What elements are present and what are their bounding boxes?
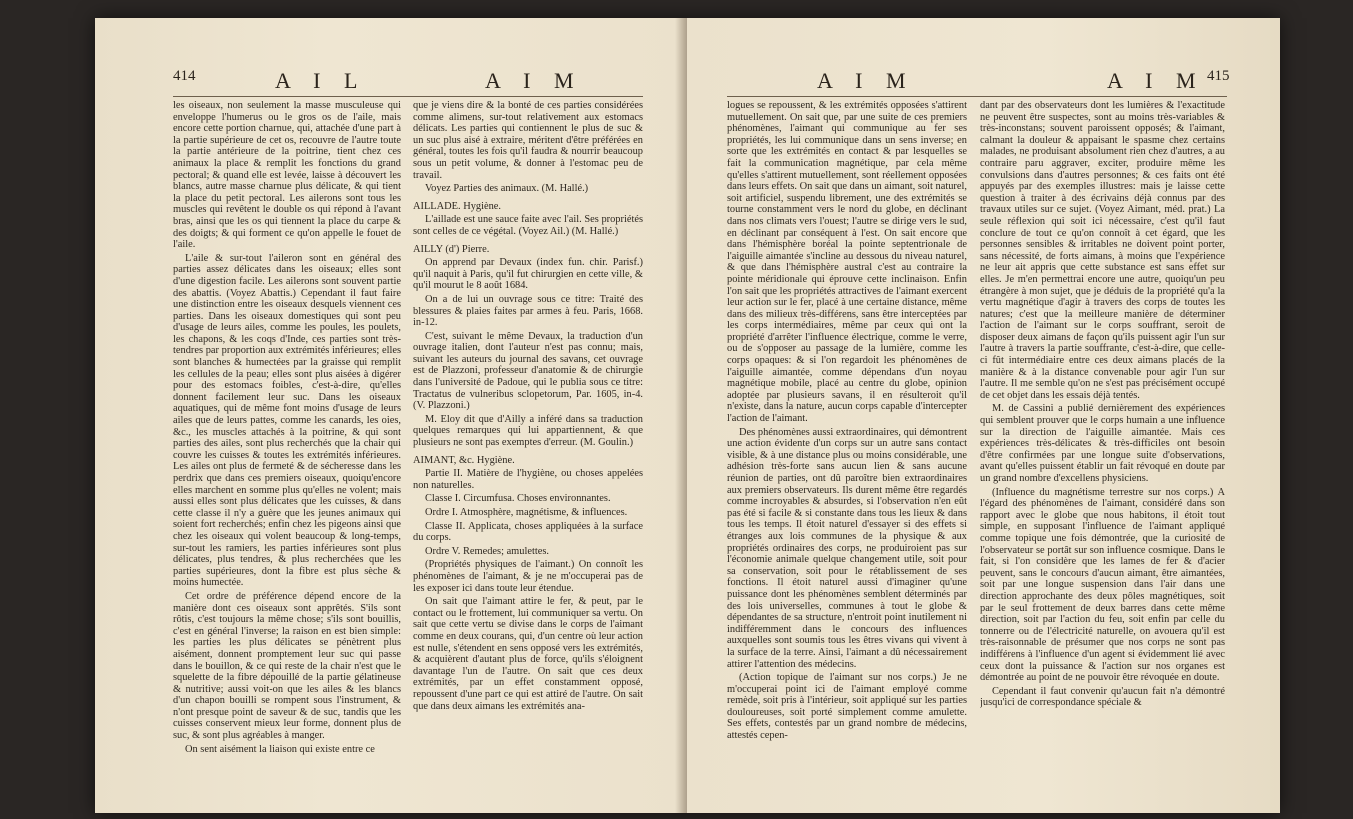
paragraph: L'aile & sur-tout l'aileron sont en général des parties assez délicates dans les oiseaux; elles sont d'une digestion facile. Les ailerons sont souvent partie des abattis. (Voyez Abattis.) Cependant il faut faire une distinction entre les oiseaux desquels viennent ces parties. Dans les oiseaux domestiques qui sont peu d'usage de leurs ailes, comme les poules, les poulets, les chapons, & les coqs d'Inde, ces parties sont très-tendres par proportion aux extrémités inférieures; elles sont blanches & humectées par la graisse qui remplit les cellules de la peau; elles sont plus aisées à digérer pour des estomacs foibles, c'est-à-dire, qu'elles donnent facilement leur suc. Dans les oiseaux aquatiques, qui de même font moins d'usage de leurs ailes que de leurs pattes, comme les canards, les oies, &c., les muscles attachés à la poitrine, & qui sont parties des ailes, sont plus recherchés que la chair qui couvre les cuisses & toutes les extrémités inférieures. Les ailes ont plus de fermeté & de sécheresse dans les perdrix que dans ces premiers oiseaux, quoiqu'encore elles marchent en somme plus qu'elles ne volent; mais aussi elles sont plus délicates que les cuisses, & dans cette classe il n'y a guère que les jeunes animaux qui soient fort recherchés; enfin chez les pigeons ainsi que chez les oiseaux qui volent beaucoup & long-temps, sur-tout les ramiers, les parties inférieures sont plus délicates, plus tendres, & plus recherchées que les parties supérieures, dont la fibre est plus sèche & moins humectée. xyxy=(173,252,401,589)
paragraph: (Propriétés physiques de l'aimant.) On connoît les phénomènes de l'aimant, & je ne m'occuperai pas de les exposer ici dans toute leur étendue. xyxy=(413,559,643,594)
page-number-right: 415 xyxy=(1207,68,1230,84)
paragraph: Classe I. Circumfusa. Choses environnantes. xyxy=(425,493,611,505)
entry-heading: AILLADE. Hygiène. xyxy=(413,200,502,212)
entry-heading: AIMANT, &c. Hygiène. xyxy=(413,454,515,466)
paragraph: On sait que l'aimant attire le fer, & peut, par le contact ou le frottement, lui communiquer sa vertu. On sait que cette vertu se divise dans le corps de l'aimant comme en deux courans, qui, d'un centre où leur action est nulle, s'étendent en sens opposé vers les extrémités, & acquièrent d'autant plus de force, qu'ils s'éloignent davantage l'un de l'autre. On sait que ces deux extrémités, par un effet constamment opposé, repoussent d'une part ce qui est attiré de l'autre. On sait que dans deux aimans les extrémités ana- xyxy=(413,596,643,712)
paragraph: On a de lui un ouvrage sous ce titre: Traité des blessures & plaies faites par armes à feu. Paris, 1668. in-12. xyxy=(413,293,643,329)
paragraph: Classe II. Applicata, choses appliquées à la surface du corps. xyxy=(413,520,643,544)
header-rule-left xyxy=(173,96,643,97)
right-page-column-2 xyxy=(980,100,1225,800)
header-rule-right xyxy=(727,96,1227,97)
paragraph: Partie II. Matière de l'hygiène, ou choses appelées non naturelles. xyxy=(413,468,643,491)
left-page xyxy=(95,18,685,813)
page-number-left: 414 xyxy=(173,68,196,84)
paragraph: M. de Cassini a publié dernièrement des expériences qui semblent prouver que le corps humain a une influence sur la direction de l'aiguille aimantée. Mais ces expériences très-délicates & très-difficiles ont besoin d'être confirmées par une longue suite d'observations, avant qu'elles puissent établir un fait révoqué en doute par un grand nombre d'excellens physiciens. xyxy=(980,403,1225,484)
right-page xyxy=(687,18,1280,813)
paragraph: L'aillade est une sauce faite avec l'ail. Ses propriétés sont celles de ce végétal. (Voyez Ail.) (M. Hallé.) xyxy=(413,214,643,237)
running-head-right-1: A I M xyxy=(817,68,915,93)
paragraph: On apprend par Devaux (index fun. chir. Parisf.) qu'il naquit à Paris, qu'il fut chirurgien en cette ville, & qu'il mourut le 8 août 1684. xyxy=(413,257,643,292)
running-head-left-2: A I M xyxy=(485,68,583,93)
paragraph: (Action topique de l'aimant sur nos corps.) Je ne m'occuperai point ici de l'aimant employé comme remède, soit pris à l'intérieur, soit appliqué sur les parties douloureuses, soit porté simplement comme amulette. Ses effets, contestés par un grand nombre de médecins, attestés cepen- xyxy=(727,672,967,742)
paragraph: Des phénomènes aussi extraordinaires, qui démontrent une action évidente d'un corps sur un autre sans contact visible, & à une distance plus ou moins considérable, une adhésion très-forte sans aucun lien & sans aucune réunion de parties, ont dû paroître bien extraordinaires aux premiers observateurs. Ils durent même être regardés comme incroyables & absurdes, si l'observation n'en eût pas été si facile & si constante dans tous les lieux & dans tous les temps. Il étoit naturel d'essayer si des effets si étranges aux lois communes de la physique & aux propriétés ordinaires des corps, ne produiroient pas sur l'économie animale quelque changement utile, soit pour sa conservation, soit pour le rétablissement de ses fonctions. Il étoit naturel aussi d'imaginer qu'une puissance dont les phénomènes semblent déterminés par des lois universelles, communes à tout le globe & dépendantes de sa structure, n'entroit point inutilement ni indifféremment dans le concours des influences auxquelles sont soumis tous les êtres vivans qui vivent à la surface de la terre. Ainsi, l'aimant a dû nécessairement attirer l'attention des médecins. xyxy=(727,426,967,670)
paragraph: Voyez Parties des animaux. (M. Hallé.) xyxy=(425,183,589,195)
paragraph: Ordre V. Remedes; amulettes. xyxy=(425,545,549,557)
paragraph: logues se repoussent, & les extrémités opposées s'attirent mutuellement. On sait que, par une suite de ces premiers phénomènes, l'aimant qui communique au fer ses propriétés, les lui communique dans un sens inverse; en sorte que les extrémités en contact & par lesquelles se fait la communication magnétique, par cela même qu'elles s'attirent mutuellement, sont réellement opposées dans leurs effets. On sait que dans un aimant, soit naturel, soit artificiel, suspendu librement, une des extrémités se tourne constamment vers le nord du globe, en déclinant dans nos climats vers l'ouest; l'autre se dirige vers le sud, en déclinant par conséquent à l'est. On sait encore que dans l'hémisphère boréal la pointe septentrionale de l'aiguille aimantée s'incline au dessous du niveau naturel, & que dans l'hémisphère austral c'est au contraire la pointe méridionale qui éprouve cette inclinaison. Enfin l'on sait que les propriétés attractives de l'aimant exercent leur action sur le fer, placé à une certaine distance, même dans des milieux très-différens, sans être interceptées par les corps intermédiaires, même par ceux qui ont la propriété d'arrêter l'influence électrique, comme le verre, ou de s'opposer au passage de la lumière, comme les corps opaques: & si l'on regardoit les phénomènes de l'aiguille aimantée, comme dépendans d'un noyau magnétique mobile, placé au centre du globe, opinion adoptée par plusieurs savans, il en résulteroit qu'il n'existe, dans la nature, aucun corps capable d'intercepter l'action de l'aimant. xyxy=(727,100,967,425)
paragraph: les oiseaux, non seulement la masse musculeuse qui enveloppe l'humerus ou le gros os de l'aile, mais encore cette portion charnue, qui, attachée d'une part à la partie supérieure de cet os, recouvre de l'autre toute la partie antérieure de la poitrine, tient chez ces animaux la place & remplit les fonctions du grand pectoral; & quand elle est levée, laisse à découvert les blancs, autre masse charnue plus délicate, & qui tient la place du petit pectoral. Les ailerons sont tous les muscles qui revêtent le double os qui répond à l'avant bras, ainsi que les os qui tiennent la place du carpe & des doigts; & qui forment ce qu'on appelle le fouet de l'aile. xyxy=(173,100,401,251)
paragraph: Ordre I. Atmosphère, magnétisme, & influences. xyxy=(425,507,628,518)
paragraph: dant par des observateurs dont les lumières & l'exactitude ne peuvent être suspectes, sont au moins très-variables & très-inconstans; souvent paroissent opposés; & l'aimant, calmant la douleur & appaisant le spasme chez certains malades, ne produisant absolument rien chez d'autres, a au contraire paru aggraver, exciter, produire même les convulsions dans d'autres personnes; & ces faits ont été appuyés par des exemples illustres: mais je laisse cette question à traiter à des écrivains déjà connus par des travaux utiles sur ce sujet. (Voyez Aimant, méd. prat.) La seule réflexion qui soit ici nécessaire, c'est qu'il faut conclure de tout ce qu'on connoît à cet égard, que les personnes sensibles & irritables ne doivent point porter, sans nécessité, de forts aimans, à moins que l'expérience ne leur ait appris que cette substance est sans effet sur elles. Je m'en permettrai encore une autre, quoiqu'un peu étrangère à mon sujet, que je déduis de la propriété qu'a la vertu magnétique d'agir à travers des corps de toutes les natures; c'est que la meilleure manière de déterminer l'action de l'aimant sur le corps souffrant, seroit de disposer deux aimans de façon qu'ils puissent agir l'un sur l'autre à travers la partie souffrante, c'est-à-dire, que celle-ci fût intermédiaire entre ces deux aimans placés de la manière & à la distance convenable pour agir l'un sur l'autre. Il me semble qu'on ne s'est pas précisément occupé de cet objet dans les essais déjà tentés. xyxy=(980,100,1225,401)
paragraph: C'est, suivant le même Devaux, la traduction d'un ouvrage italien, dont l'auteur n'est pas connu; mais, suivant les auteurs du journal des savans, cet ouvrage est de Plazzoni, professeur d'anatomie & de chirurgie dans l'université de Padoue, qui le publia sous ce titre: Tractatus de vulneribus sclopetorum, Par. 1605, in-4. (V. Plazzoni.) xyxy=(413,330,643,412)
paragraph: (Influence du magnétisme terrestre sur nos corps.) A l'égard des phénomènes de l'aimant, considéré dans son rapport avec le globe que nous habitons, il étoit tout simple, en supposant l'influence de l'aimant appliqué comme topique une fois démontrée, que la curiosité de l'observateur se portât sur son influence cosmique. Dans le fait, si l'on considère que les lames de fer & d'acier peuvent, sans le concours d'aucun aimant, être aimantées, soit par une longue suspension dans l'air dans une direction approchante des deux pôles magnétiques, soit par le seul frottement de deux barres dans cette même direction, soit par l'action du feu, soit enfin par celle du tonnerre ou de l'électricité naturelle, on avouera qu'il est très-raisonnable de présumer que nos corps ne sont pas indifférens à l'influence d'un agent si évidemment lié avec ceux dont la puissance & l'action sur nos organes est démontrée au point de ne pouvoir être révoquée en doute. xyxy=(980,486,1225,684)
paragraph: que je viens dire & la bonté de ces parties considérées comme alimens, sur-tout relativement aux estomacs délicats. Les parties qui contiennent le plus de suc & un suc plus aisé à extraire, méritent d'être préférées en général, toutes les fois qu'il faudra & nourrir beaucoup sous un petit volume, & donner à l'estomac peu de travail. xyxy=(413,100,643,181)
paragraph: Cependant il faut convenir qu'aucun fait n'a démontré jusqu'ici de correspondance spéciale & xyxy=(980,685,1225,709)
open-book xyxy=(95,18,1280,813)
running-head-left-1: A I L xyxy=(275,68,367,93)
left-page-column-2 xyxy=(413,100,643,800)
paragraph: On sent aisément la liaison qui existe entre ce xyxy=(185,743,375,755)
paragraph: Cet ordre de préférence dépend encore de la manière dont ces oiseaux sont apprêtés. S'ils sont rôtis, c'est toujours la même chose; s'ils sont bouillis, c'est en général l'inverse; la raison en est bien simple: les parties les plus délicates se pénètrent plus aisément, donnent promptement leur suc qui passe dans le bouillon, & ce qui reste de la chair n'est que le squelette de la fibre dépouillé de la partie gélatineuse & nutritive; aussi voit-on que les ailes & les blancs d'un chapon bouilli se rompent sous l'instrument, & n'ont presque point de saveur & de suc, tandis que les cuisses conservent mieux leur forme, donnent plus de suc, & sont plus agréables à manger. xyxy=(173,590,401,742)
running-head-right-2: A I M xyxy=(1107,68,1205,93)
right-page-column-1 xyxy=(727,100,967,800)
paragraph: M. Eloy dit que d'Ailly a inféré dans sa traduction quelques remarques qui lui appartiennent, & que plusieurs ne sont pas exemptes d'erreur. (M. Goulin.) xyxy=(413,413,643,449)
entry-heading: AILLY (d') Pierre. xyxy=(413,243,490,255)
left-page-column-1 xyxy=(173,100,401,800)
